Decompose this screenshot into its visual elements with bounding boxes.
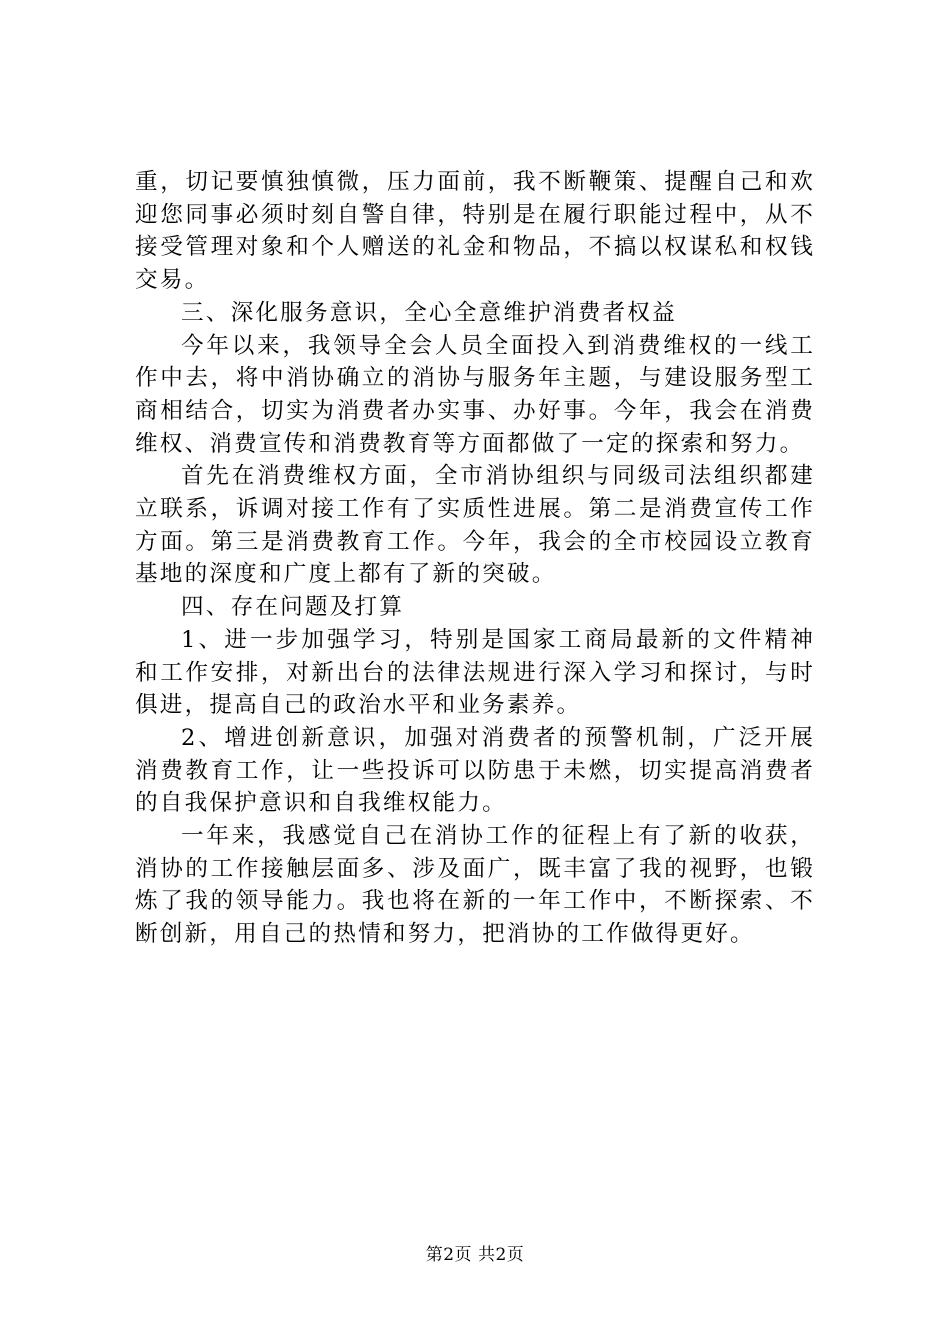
section-heading-service: 三、深化服务意识，全心全意维护消费者权益 xyxy=(181,299,677,326)
section-heading-problems-plans: 四、存在问题及打算 xyxy=(181,594,405,621)
paragraph-integrity-conclusion: 重，切记要慎独慎微，压力面前，我不断鞭策、提醒自己和欢迎您同事必须时刻自警自律，特别是在履行职能过程中，从不接受管理对象和个人赠送的礼金和物品，不搞以权谋私和权钱交易。 xyxy=(135,169,815,294)
paragraph-plan-item-2: 2、增进创新意识，加强对消费者的预警机制，广泛开展消费教育工作，让一些投诉可以防患于未燃，切实提高消费者的自我保护意识和自我维权能力。 xyxy=(135,724,815,817)
document-body xyxy=(135,166,815,951)
paragraph-rights-publicity-education: 首先在消费维权方面，全市消协组织与同级司法组织都建立联系，诉调对接工作有了实质性进展。第二是消费宣传工作方面。第三是消费教育工作。今年，我会的全市校园设立教育基地的深度和广度上都有了新的突破。 xyxy=(135,463,815,588)
paragraph-plan-item-1: 1、进一步加强学习，特别是国家工商局最新的文件精神和工作安排，对新出台的法律法规进行深入学习和探讨，与时俱进，提高自己的政治水平和业务素养。 xyxy=(135,626,815,719)
paragraph-consumer-rights-work: 今年以来，我领导全会人员全面投入到消费维权的一线工作中去，将中消协确立的消协与服务年主题，与建设服务型工商相结合，切实为消费者办实事、办好事。今年，我会在消费维权、消费宣传和消费教育等方面都做了一定的探索和努力。 xyxy=(135,332,815,457)
paragraph-closing-summary: 一年来，我感觉自己在消协工作的征程上有了新的收获，消协的工作接触层面多、涉及面广，既丰富了我的视野，也锻炼了我的领导能力。我也将在新的一年工作中，不断探索、不断创新，用自己的热情和努力，把消协的工作做得更好。 xyxy=(135,823,815,948)
page-number-footer: 第2页 共2页 xyxy=(425,1245,525,1265)
